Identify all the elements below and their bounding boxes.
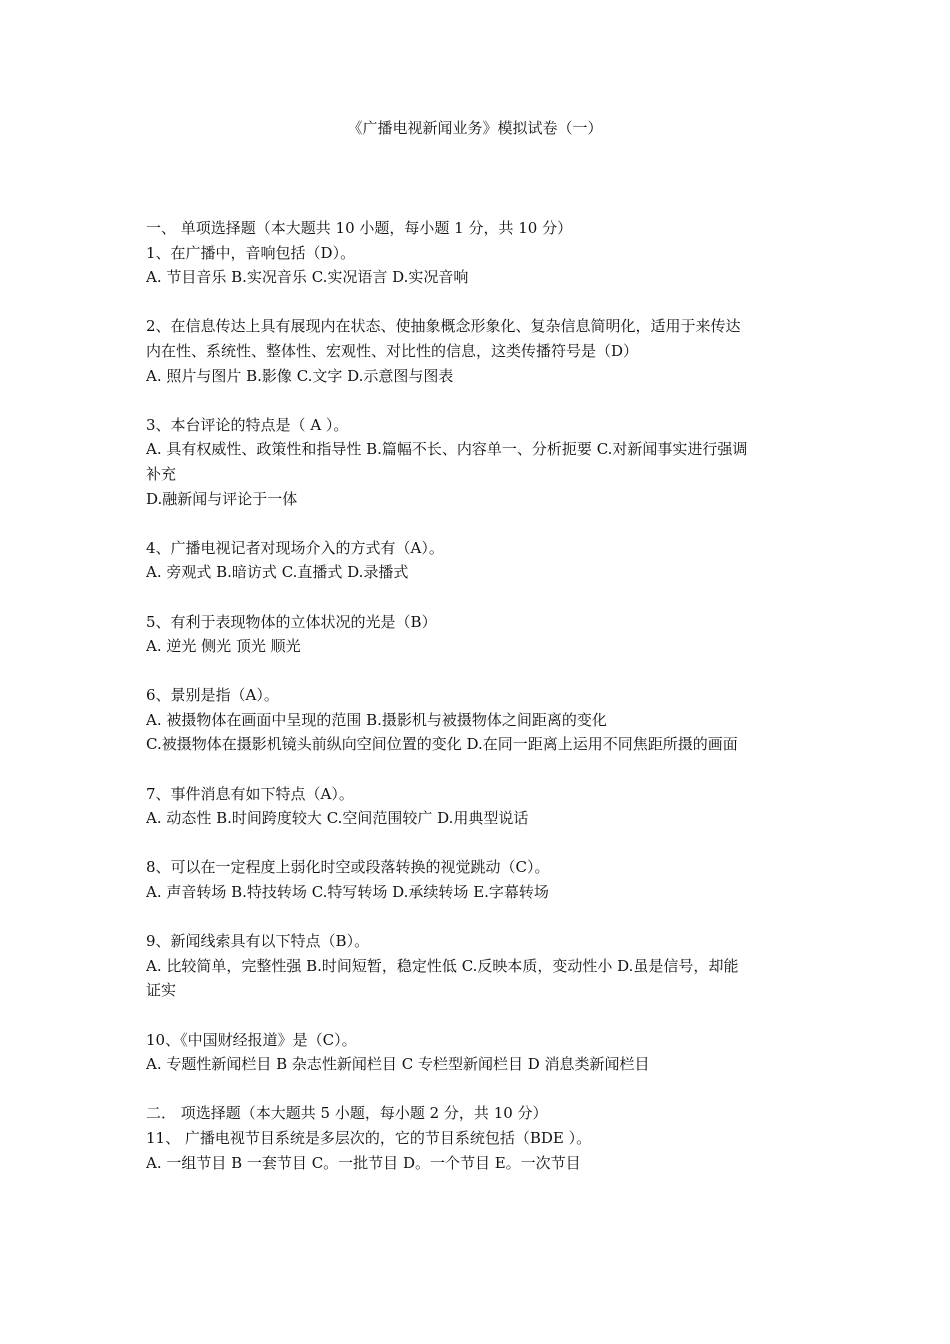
question-text: 9、新闻线索具有以下特点（B）。 xyxy=(146,932,370,951)
question-text: 3、本台评论的特点是（ A ）。 xyxy=(146,415,349,434)
question-option-line: A. 具有权威性、政策性和指导性 B.篇幅不长、内容单一、分析扼要 C.对新闻事实进行强调 xyxy=(146,440,748,459)
question-option-line: A. 逆光 侧光 顶光 顺光 xyxy=(146,637,301,656)
section-heading: 一、 单项选择题（本大题共 10 小题，每小题 1 分，共 10 分） xyxy=(146,219,573,237)
question-block xyxy=(146,683,810,757)
spacer xyxy=(146,1077,810,1102)
question-option-line: A. 节目音乐 B.实况音乐 C.实况语言 D.实况音响 xyxy=(146,268,469,287)
question-option-line: A. 一组节目 B 一套节目 C。一批节目 D。一个节目 E。一次节目 xyxy=(146,1153,581,1172)
question-text: 7、事件消息有如下特点（A）。 xyxy=(146,784,354,803)
question-option-line: C.被摄物体在摄影机镜头前纵向空间位置的变化 D.在同一距离上运用不同焦距所摄的画面 xyxy=(146,735,738,754)
question-option-line: D.融新闻与评论于一体 xyxy=(146,489,298,508)
spacer xyxy=(146,290,810,315)
spacer xyxy=(146,659,810,684)
question-text: 6、景别是指（A）。 xyxy=(146,686,279,705)
question-block xyxy=(146,1126,810,1175)
question-block xyxy=(146,610,810,659)
question-block xyxy=(146,929,810,1003)
spacer xyxy=(146,905,810,930)
spacer xyxy=(146,757,810,782)
question-block xyxy=(146,413,810,511)
question-option-line: A. 声音转场 B.特技转场 C.特写转场 D.承续转场 E.字幕转场 xyxy=(146,883,549,902)
question-option-line: 补充 xyxy=(146,464,177,483)
question-text: 11、 广播电视节目系统是多层次的，它的节目系统包括（BDE ）。 xyxy=(146,1128,592,1147)
question-option-line: 内在性、系统性、整体性、宏观性、对比性的信息，这类传播符号是（D） xyxy=(146,341,639,360)
question-option-line: A. 照片与图片 B.影像 C.文字 D.示意图与图表 xyxy=(146,366,454,385)
question-block xyxy=(146,1028,810,1077)
spacer xyxy=(146,388,810,413)
question-text: 5、有利于表现物体的立体状况的光是（B） xyxy=(146,612,437,631)
question-text: 10、《中国财经报道》是（C）。 xyxy=(146,1030,357,1049)
question-option-line: A. 比较简单，完整性强 B.时间短暂，稳定性低 C.反映本质，变动性小 D.虽是信号，却能 xyxy=(146,956,739,975)
spacer xyxy=(146,585,810,610)
question-block xyxy=(146,782,810,831)
question-block xyxy=(146,536,810,585)
question-text: 8、可以在一定程度上弱化时空或段落转换的视觉跳动（C）。 xyxy=(146,858,550,877)
question-text: 2、在信息传达上具有展现内在状态、使抽象概念形象化、复杂信息简明化，适用于来传达 xyxy=(146,317,741,336)
question-block xyxy=(146,855,810,904)
question-option-line: A. 动态性 B.时间跨度较大 C.空间范围较广 D.用典型说话 xyxy=(146,809,529,828)
section-heading: 二． 项选择题（本大题共 5 小题，每小题 2 分，共 10 分） xyxy=(146,1104,548,1123)
question-block xyxy=(146,241,810,290)
spacer xyxy=(146,1003,810,1028)
document-title: 《广播电视新闻业务》模拟试卷（一） xyxy=(347,119,603,137)
question-list xyxy=(146,241,810,1102)
question-list xyxy=(146,1126,810,1175)
spacer xyxy=(146,511,810,536)
question-option-line: A. 被摄物体在画面中呈现的范围 B.摄影机与被摄物体之间距离的变化 xyxy=(146,710,607,729)
question-option-line: A. 旁观式 B.暗访式 C.直播式 D.录播式 xyxy=(146,563,409,582)
question-option-line: A. 专题性新闻栏目 B 杂志性新闻栏目 C 专栏型新闻栏目 D 消息类新闻栏目 xyxy=(146,1055,650,1074)
spacer xyxy=(146,831,810,856)
question-text: 1、在广播中，音响包括（D）。 xyxy=(146,243,356,262)
document-body xyxy=(146,216,810,1175)
question-text: 4、广播电视记者对现场介入的方式有（A）。 xyxy=(146,538,444,557)
question-block xyxy=(146,314,810,388)
question-option-line: 证实 xyxy=(146,981,177,1000)
